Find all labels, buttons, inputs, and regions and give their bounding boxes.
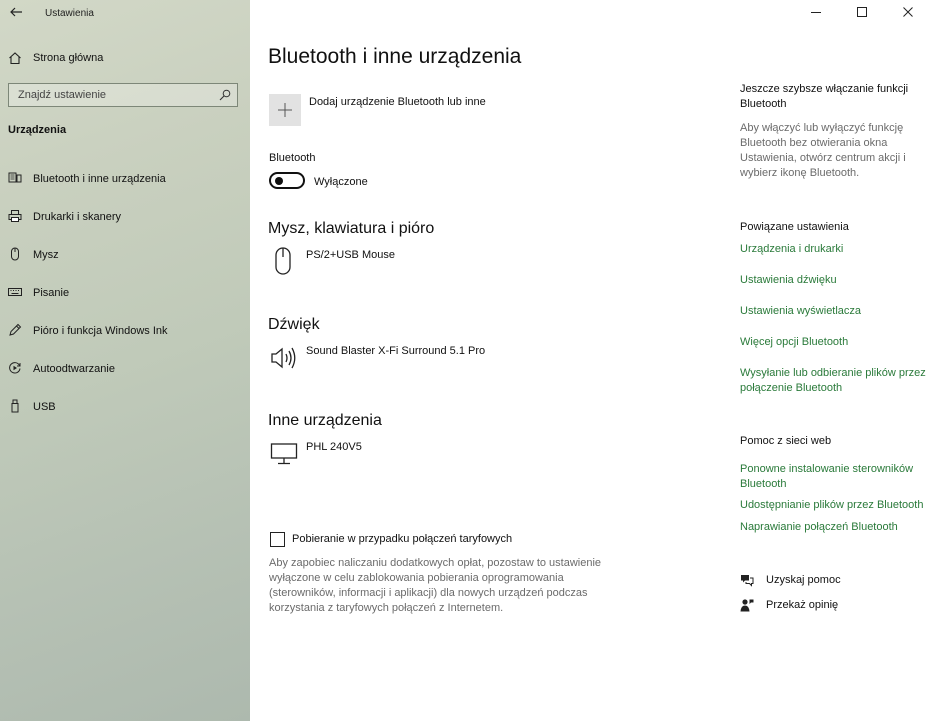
sidebar-item-label: Pisanie	[33, 287, 70, 299]
sidebar-item-pen[interactable]	[0, 318, 250, 356]
window-controls	[807, 0, 947, 26]
search-icon[interactable]	[219, 89, 231, 101]
link-devices-printers[interactable]: Urządzenia i drukarki	[740, 243, 844, 255]
maximize-icon[interactable]	[856, 6, 868, 18]
printer-icon	[8, 209, 22, 223]
give-feedback[interactable]	[740, 598, 940, 616]
sidebar	[0, 0, 250, 721]
plus-icon	[277, 102, 293, 118]
minimize-icon[interactable]	[810, 6, 822, 18]
sidebar-item-bluetooth[interactable]	[0, 166, 250, 204]
bluetooth-state: Wyłączone	[314, 176, 368, 188]
autoplay-icon	[8, 361, 22, 375]
toggle-knob	[275, 177, 283, 185]
title-bar	[0, 0, 250, 26]
page-title: Bluetooth i inne urządzenia	[268, 45, 522, 68]
group-heading-other: Inne urządzenia	[268, 412, 382, 429]
add-device-button[interactable]	[269, 94, 301, 126]
sidebar-item-printers[interactable]	[0, 204, 250, 242]
mouse-icon	[270, 247, 296, 275]
web-help-title: Pomoc z sieci web	[740, 435, 832, 447]
usb-icon	[8, 399, 22, 413]
quick-tip-title: Jeszcze szybsze włączanie funkcji Bluetooth	[740, 83, 909, 110]
sidebar-item-mouse[interactable]	[0, 242, 250, 280]
link-sound-settings[interactable]: Ustawienia dźwięku	[740, 274, 837, 286]
feedback-icon	[740, 598, 754, 612]
sidebar-item-label: Autoodtwarzanie	[33, 363, 115, 375]
metered-description: Aby zapobiec naliczaniu dodatkowych opłat, pozostaw to ustawienie wyłączone w celu zablokowania pobierania oprogramowania (sterowników, informacji i aplikacji) dla nowych urządzeń podczas korzystania z taryfowych połączeń z Internetem.	[269, 557, 602, 614]
link-reinstall-drivers[interactable]: Ponowne instalowanie sterowników Bluetooth	[740, 463, 914, 490]
sidebar-home[interactable]	[0, 46, 250, 70]
monitor-icon	[270, 442, 298, 466]
device-monitor[interactable]: PHL 240V5	[306, 441, 362, 453]
device-sound[interactable]: Sound Blaster X-Fi Surround 5.1 Pro	[306, 345, 486, 357]
back-arrow-icon[interactable]	[9, 5, 23, 19]
bluetooth-devices-icon	[8, 171, 22, 185]
bluetooth-toggle[interactable]	[269, 172, 305, 189]
search-box[interactable]	[8, 83, 238, 107]
group-heading-mouse-keyboard-pen: Mysz, klawiatura i pióro	[268, 220, 435, 237]
sidebar-section-label: Urządzenia	[8, 124, 67, 136]
quick-tip	[740, 82, 940, 181]
search-input[interactable]	[9, 84, 214, 106]
sidebar-item-typing[interactable]	[0, 280, 250, 318]
link-more-bluetooth[interactable]: Więcej opcji Bluetooth	[740, 336, 849, 348]
sidebar-home-label: Strona główna	[33, 52, 104, 64]
sidebar-item-usb[interactable]	[0, 394, 250, 432]
sidebar-nav	[0, 166, 250, 432]
link-share-files[interactable]: Udostępnianie plików przez Bluetooth	[740, 499, 924, 511]
device-mouse[interactable]: PS/2+USB Mouse	[306, 249, 395, 261]
pen-icon	[8, 323, 22, 337]
chat-help-icon	[740, 573, 754, 587]
related-settings	[740, 220, 940, 235]
related-settings-title: Powiązane ustawienia	[740, 221, 849, 233]
speaker-icon	[270, 346, 298, 370]
main-content	[250, 0, 947, 721]
web-help	[740, 434, 940, 449]
metered-label[interactable]: Pobieranie w przypadku połączeń taryfowych	[292, 533, 513, 545]
sidebar-item-autoplay[interactable]	[0, 356, 250, 394]
metered-checkbox[interactable]	[270, 532, 285, 547]
group-heading-sound: Dźwięk	[268, 316, 320, 333]
feedback-label: Przekaż opinię	[766, 599, 839, 611]
home-icon	[8, 51, 22, 65]
quick-tip-text: Aby włączyć lub wyłączyć funkcję Bluetooth bez otwierania okna Ustawienia, otwórz centrum akcji i wybierz ikonę Bluetooth.	[740, 122, 906, 179]
keyboard-icon	[8, 285, 22, 299]
sidebar-item-label: Bluetooth i inne urządzenia	[33, 173, 166, 185]
sidebar-item-label: Pióro i funkcja Windows Ink	[33, 325, 168, 337]
mouse-icon	[8, 247, 22, 261]
get-help-label: Uzyskaj pomoc	[766, 574, 841, 586]
app-title: Ustawienia	[45, 8, 94, 19]
link-fix-connections[interactable]: Naprawianie połączeń Bluetooth	[740, 521, 898, 533]
sidebar-item-label: USB	[33, 401, 56, 413]
link-send-receive-files[interactable]: Wysyłanie lub odbieranie plików przez połączenie Bluetooth	[740, 367, 926, 394]
bluetooth-label: Bluetooth	[269, 152, 316, 164]
sidebar-item-label: Mysz	[33, 249, 59, 261]
sidebar-item-label: Drukarki i skanery	[33, 211, 122, 223]
add-device-label[interactable]: Dodaj urządzenie Bluetooth lub inne	[309, 96, 486, 108]
close-icon[interactable]	[902, 6, 914, 18]
link-display-settings[interactable]: Ustawienia wyświetlacza	[740, 305, 862, 317]
get-help[interactable]	[740, 573, 940, 591]
